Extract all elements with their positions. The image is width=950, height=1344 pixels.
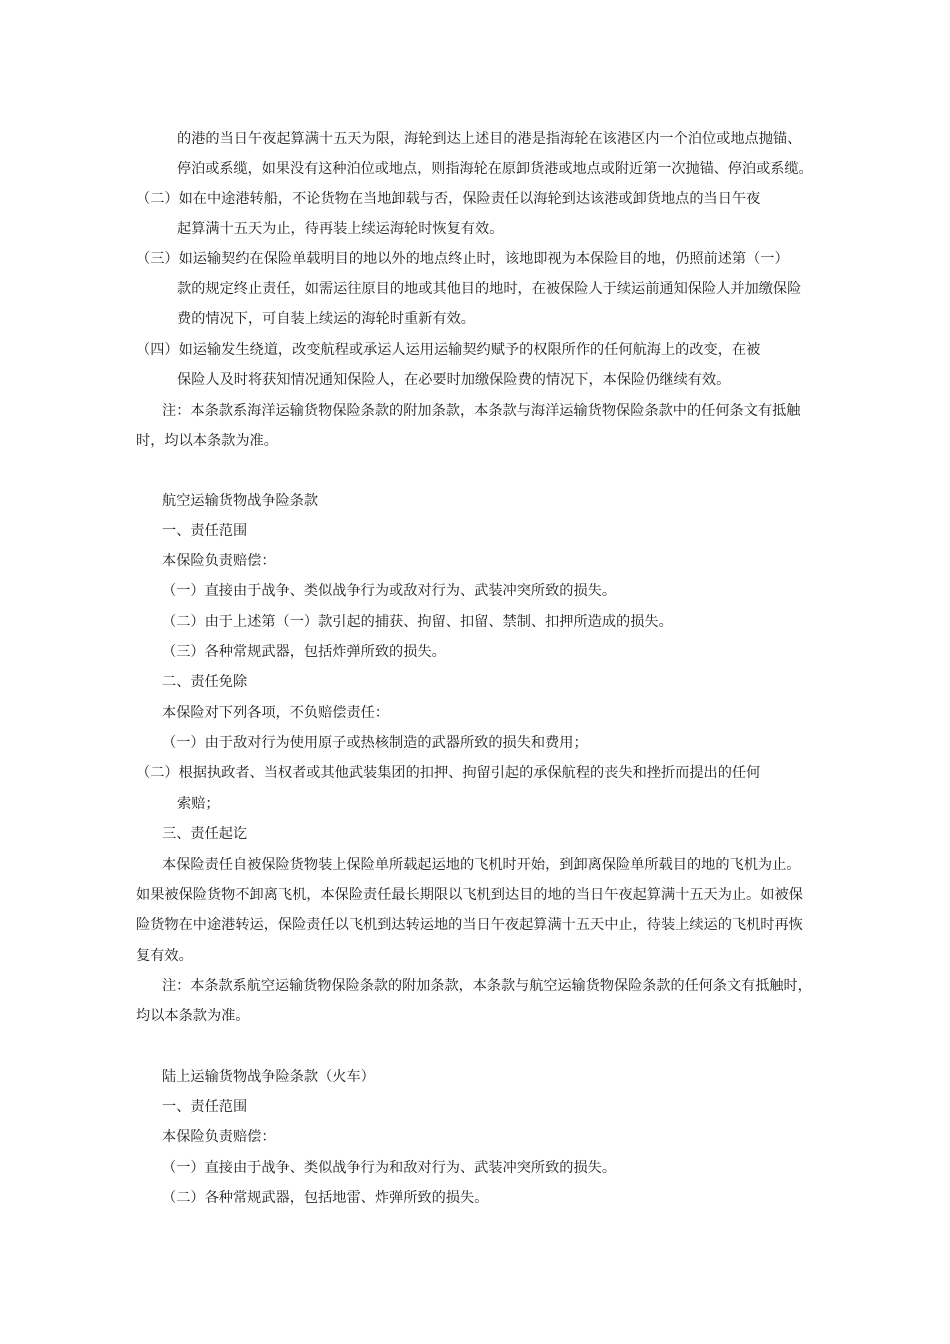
air-section-2-item-1: （一）由于敌对行为使用原子或热核制造的武器所致的损失和费用； (162, 735, 588, 751)
land-section-1-heading: 一、责任范围 (162, 1099, 248, 1115)
sea-clause-item-3: （三）如运输契约在保险单载明目的地以外的地点终止时，该地即视为本保险目的地，仍照前述第（一） (136, 251, 789, 267)
air-section-1-heading: 一、责任范围 (162, 523, 248, 539)
sea-clause-note-cont: 时，均以本条款为准。 (136, 433, 278, 449)
air-section-3-para-1: 本保险责任自被保险货物装上保险单所载起运地的飞机时开始，到卸离保险单所载目的地的飞机为止。 (162, 857, 801, 873)
air-section-3-para-4: 复有效。 (136, 948, 193, 964)
sea-clause-note: 注：本条款系海洋运输货物保险条款的附加条款，本条款与海洋运输货物保险条款中的任何条文有抵触 (162, 403, 801, 419)
air-section-2-item-2: （二）根据执政者、当权者或其他武装集团的扣押、拘留引起的承保航程的丧失和挫折而提出的任何 (136, 765, 761, 781)
air-clause-title: 航空运输货物战争险条款 (162, 493, 319, 509)
sea-clause-item-2: （二）如在中途港转船，不论货物在当地卸载与否，保险责任以海轮到达该港或卸货地点的当日午夜 (136, 191, 761, 207)
land-section-1-item-1: （一）直接由于战争、类似战争行为和敌对行为、武装冲突所致的损失。 (162, 1160, 617, 1176)
air-section-1-item-1: （一）直接由于战争、类似战争行为或敌对行为、武装冲突所致的损失。 (162, 583, 617, 599)
sea-clause-item-4-cont: 保险人及时将获知情况通知保险人，在必要时加缴保险费的情况下，本保险仍继续有效。 (177, 372, 731, 388)
air-section-3-heading: 三、责任起讫 (162, 826, 248, 842)
air-clause-note-cont: 均以本条款为准。 (136, 1008, 250, 1024)
land-clause-title: 陆上运输货物战争险条款（火车） (162, 1069, 375, 1085)
sea-clause-item-3-cont-1: 款的规定终止责任，如需运往原目的地或其他目的地时，在被保险人于续运前通知保险人并加缴保险 (177, 281, 802, 297)
sea-clause-item-2-cont: 起算满十五天为止，待再装上续运海轮时恢复有效。 (177, 221, 504, 237)
air-clause-note: 注：本条款系航空运输货物保险条款的附加条款，本条款与航空运输货物保险条款的任何条文有抵触时， (162, 978, 812, 994)
sea-clause-item-3-cont-2: 费的情况下，可自装上续运的海轮时重新有效。 (177, 311, 475, 327)
air-section-2-intro: 本保险对下列各项，不负赔偿责任： (162, 705, 390, 721)
air-section-1-item-3: （三）各种常规武器，包括炸弹所致的损失。 (162, 644, 446, 660)
land-section-1-item-2: （二）各种常规武器，包括地雷、炸弹所致的损失。 (162, 1190, 489, 1206)
air-section-1-intro: 本保险负责赔偿： (162, 553, 276, 569)
sea-clause-line-2: 停泊或系缆，如果没有这种泊位或地点，则指海轮在原卸货港或地点或附近第一次抛锚、停泊或系缆。 (177, 161, 813, 177)
air-section-3-para-2: 如果被保险货物不卸离飞机，本保险责任最长期限以飞机到达目的地的当日午夜起算满十五天为止。如被保 (136, 887, 803, 903)
sea-clause-line-1: 的港的当日午夜起算满十五天为限，海轮到达上述目的港是指海轮在该港区内一个泊位或地点抛锚、 (177, 131, 802, 147)
sea-clause-item-4: （四）如运输发生绕道，改变航程或承运人运用运输契约赋予的权限所作的任何航海上的改变，在被 (136, 342, 761, 358)
air-section-2-heading: 二、责任免除 (162, 674, 248, 690)
air-section-3-para-3: 险货物在中途港转运，保险责任以飞机到达转运地的当日午夜起算满十五天中止，待装上续运的飞机时再恢 (136, 917, 803, 933)
land-section-1-intro: 本保险负责赔偿： (162, 1129, 276, 1145)
air-section-2-item-2-cont: 索赔； (177, 796, 220, 812)
air-section-1-item-2: （二）由于上述第（一）款引起的捕获、拘留、扣留、禁制、扣押所造成的损失。 (162, 614, 673, 630)
